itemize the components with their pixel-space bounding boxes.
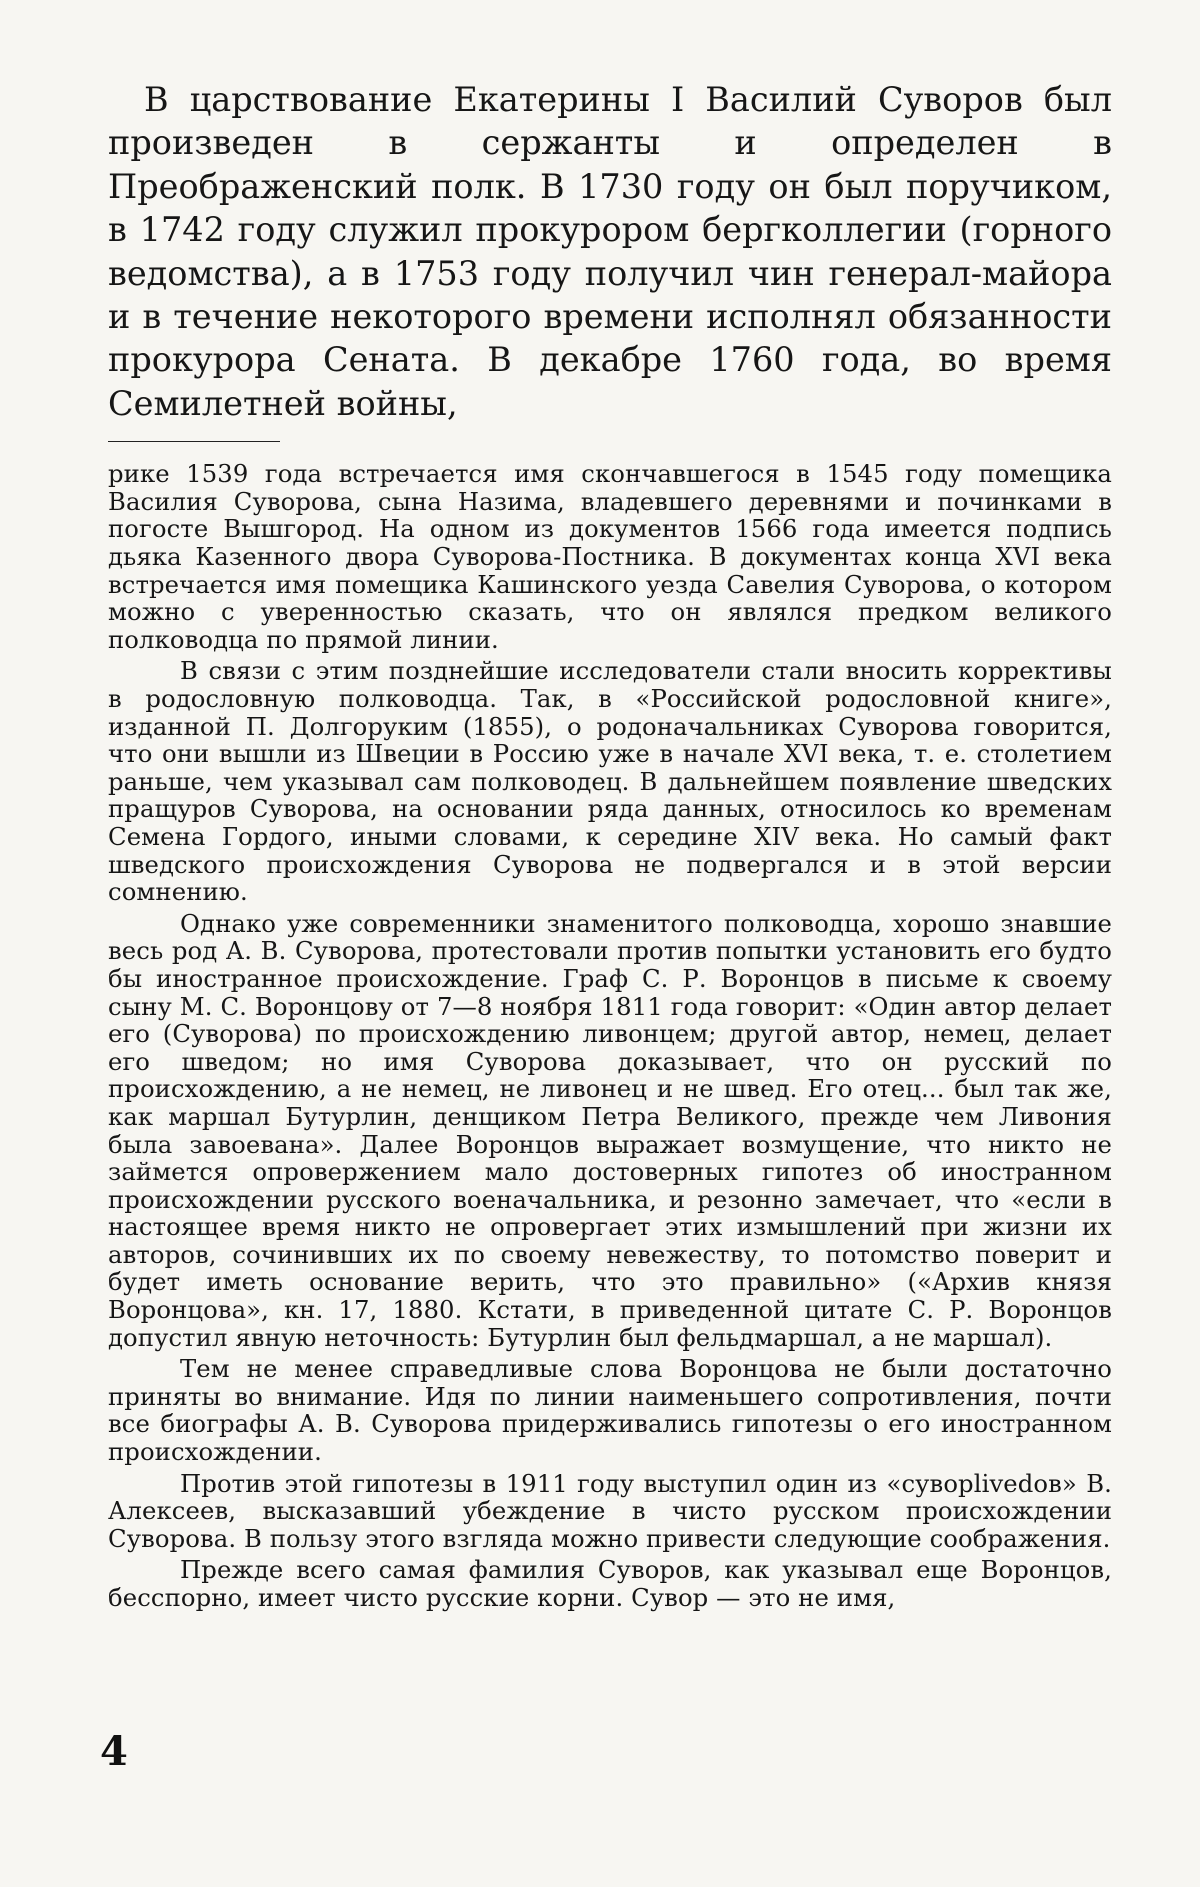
footnote-paragraph-1: рике 1539 года встречается имя скончавшегося в 1545 году помещика Василия Суворова, сына Назима, владевшего деревнями и починками в погосте Вышгород. На одном из документов 1566 года имеется подпись дьяка Казенного двора Суворова-Постника. В документах конца XVI века встречается имя помещика Кашинского уезда Савелия Суворова, о котором можно с уверенностью сказать, что он являлся предком великого полководца по прямой линии.	[108, 459, 1112, 654]
book-page	[108, 78, 1112, 1616]
footnote-divider	[108, 441, 280, 442]
footnote-paragraph-5: Против этой гипотезы в 1911 году выступил один из «суворlivedов» В. Алексеев, высказавший убеждение в чисто русском происхождении Суворова. В пользу этого взгляда можно привести следующие соображения.	[108, 1468, 1112, 1553]
main-paragraph: В царствование Екатерины I Василий Суворов был произведен в сержанты и определен в Преображенский полк. В 1730 году он был поручиком, в 1742 году служил прокурором бергколлегии (горного ведомства), а в 1753 году получил чин генерал-майора и в течение некоторого времени исполнял обязанности прокурора Сената. В декабре 1760 года, во время Семилетней войны,	[108, 80, 1112, 423]
footnote-paragraph-6: Прежде всего самая фамилия Суворов, как указывал еще Воронцов, бесспорно, имеет чисто русские корни. Сувор — это не имя,	[108, 1555, 1112, 1612]
footnote-paragraph-3: Однако уже современники знаменитого полководца, хорошо знавшие весь род А. В. Суворова, протестовали против попытки установить его будто бы иностранное происхождение. Граф С. Р. Воронцов в письме к своему сыну М. С. Воронцову от 7—8 ноября 1811 года говорит: «Один автор делает его (Суворова) по происхождению ливонцем; другой автор, немец, делает его шведом; но имя Суворова доказывает, что он русский по происхождению, а не немец, не ливонец и не швед. Его отец... был так же, как маршал Бутурлин, денщиком Петра Великого, прежде чем Ливония была завоевана». Далее Воронцов выражает возмущение, что никто не займется опровержением мало достоверных гипотез об иностранном происхождении русского военачальника, и резонно замечает, что «если в настоящее время никто не опровергает этих измышлений при жизни их авторов, сочинивших их по своему невежеству, то потомство поверит и будет иметь основание верить, что это правильно» («Архив князя Воронцова», кн. 17, 1880. Кстати, в приведенной цитате С. Р. Воронцов допустил явную неточность: Бутурлин был фельдмаршал, а не маршал).	[108, 908, 1112, 1352]
footnotes-block	[108, 460, 1112, 1611]
footnote-paragraph-4: Тем не менее справедливые слова Воронцова не были достаточно приняты во внимание. Идя по линии наименьшего сопротивления, почти все биографы А. В. Суворова придерживались гипотезы о его иностранном происхождении.	[108, 1354, 1112, 1467]
page-number: 4	[100, 1728, 128, 1775]
footnote-paragraph-2: В связи с этим позднейшие исследователи стали вносить коррективы в родословную полководца. Так, в «Российской родословной книге», изданной П. Долгоруким (1855), о родоначальниках Суворова говорится, что они вышли из Швеции в Россию уже в начале XVI века, т. е. столетием раньше, чем указывал сам полководец. В дальнейшем появление шведских пращуров Суворова, на основании ряда данных, относилось ко временам Семена Гордого, иными словами, к середине XIV века. Но самый факт шведского происхождения Суворова не подвергался и в этой версии сомнению.	[108, 656, 1112, 907]
